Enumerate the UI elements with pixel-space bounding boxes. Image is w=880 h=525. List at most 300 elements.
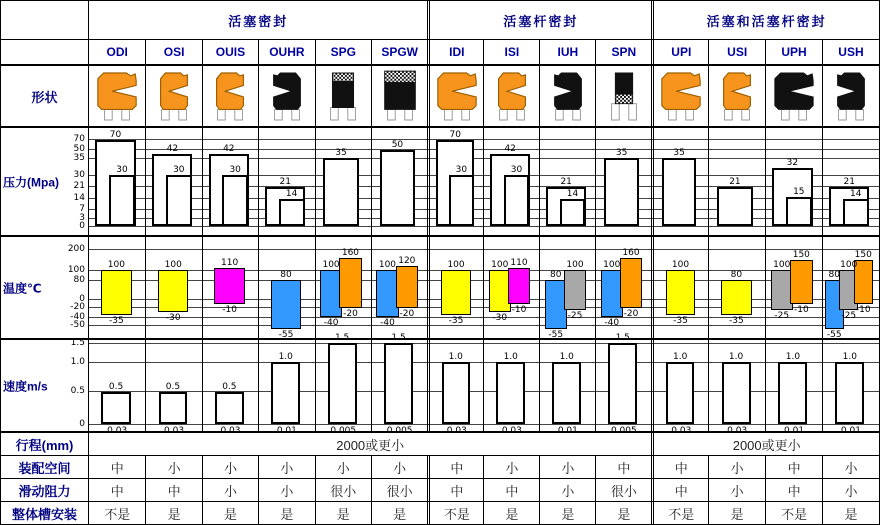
bar-value-label: -40 [323,318,339,329]
bar-value-label: 14 [285,188,298,199]
tick-label-100: 100 [67,264,85,275]
bar-value-label: 0.03 [446,426,467,437]
groove-cell-SPN: 是 [595,502,651,524]
bar-value-label: 1.0 [842,352,857,363]
column-header-UPI: UPI [651,40,708,64]
column-header-SPGW: SPGW [371,40,427,64]
shape-cell-SPN [595,66,651,126]
assembly-cell-OUIS: 小 [202,456,258,478]
bar-value-label: 0.5 [222,381,237,392]
seal-profile-icon [828,69,874,123]
sliding-cell-SPGW: 很小 [371,479,427,501]
pressure-bar [380,150,415,227]
tick-label-30: 30 [73,169,85,180]
bar-value-label: -10 [222,304,237,315]
seal-profile-icon [151,69,197,123]
shape-row [1,64,879,126]
speed-bar [778,362,807,424]
group-header-piston-and-rod-seal [651,1,879,39]
speed-bar [666,362,694,424]
pressure-bar [717,187,753,226]
assembly-cell-IUH: 小 [539,456,595,478]
bar-value-label: 30 [173,165,185,176]
speed-bar [496,362,525,424]
bar-value-label: 1.5 [334,333,350,344]
tick-label-35: 35 [73,152,85,163]
temperature-cell-IUH [539,237,595,338]
bar-value-label: 0.03 [501,426,522,437]
groove-cell-OUHR: 是 [258,502,314,524]
assembly-cell-UPH: 中 [765,456,822,478]
shape-cell-USI [708,66,765,126]
speed-bar [328,343,357,424]
temperature-cell-SPG [315,237,371,338]
seal-profile-icon [320,69,366,123]
pressure-bar [843,199,869,226]
pressure-cell-ISI [483,128,539,235]
shape-cell-UPH [765,66,822,126]
pressure-cell-OUIS [202,128,258,235]
sliding-resistance-row [1,478,879,501]
sliding-cell-IDI: 中 [427,479,483,501]
assembly-cell-IDI: 中 [427,456,483,478]
seal-profile-icon [601,69,647,123]
bar-value-label: 1.0 [448,352,463,363]
tick-label-3: 3 [79,212,85,223]
bar-value-label: 21 [729,176,741,187]
temperature-range-bar [721,280,752,315]
column-header-OUHR: OUHR [258,40,314,64]
column-names-row [1,39,879,64]
sliding-cell-UPI: 中 [651,479,708,501]
bar-value-label: -40 [604,318,620,329]
bar-value-label: 0.03 [727,426,748,437]
pressure-bar [449,175,474,226]
bar-value-label: 70 [109,129,122,140]
group-header-rod-seal [427,1,651,39]
bar-value-label: 42 [504,144,516,155]
sliding-cell-OUIS: 小 [202,479,258,501]
shape-cell-ISI [483,66,539,126]
stroke-row-header [1,433,89,455]
shape-cell-ODI [89,66,145,126]
temperature-cell-SPGW [371,237,427,338]
seal-profile-icon [545,69,591,123]
speed-bar [442,362,470,424]
sliding-cell-USH: 小 [822,479,879,501]
groove-cell-IUH: 是 [539,502,595,524]
bar-value-label: 100 [671,260,690,271]
chart-area-pressure [89,128,879,235]
speed-cell-SPN [595,333,651,437]
bar-value-label: -20 [399,308,415,319]
groove-cell-UPH: 不是 [765,502,822,524]
corner-cell-2 [1,40,89,64]
integral-groove-row [1,501,879,524]
temperature-cell-UPI [651,237,708,338]
column-header-OUIS: OUIS [202,40,258,64]
column-header-OSI: OSI [145,40,201,64]
speed-bar [271,362,300,424]
pressure-bar [662,158,696,226]
tick-label-50: 50 [73,144,85,155]
bar-value-label: 120 [398,256,416,267]
speed-bar [835,362,864,424]
column-header-UPH: UPH [765,40,822,64]
groove-cell-SPGW: 是 [371,502,427,524]
tick-label-0.5: 0.5 [70,386,85,397]
bar-value-label: -35 [728,315,744,326]
bar-value-label: 150 [854,250,872,261]
bar-value-label: -55 [548,329,564,340]
shape-cell-OUHR [258,66,314,126]
groove-cell-OSI: 是 [145,502,201,524]
temperature-axis [1,237,89,338]
speed-bar [722,362,751,424]
bar-value-label: -55 [826,329,842,340]
speed-bar [159,392,188,424]
assembly-row-label: 装配空间 [18,460,71,476]
bar-value-label: 30 [116,165,128,176]
temperature-range-bar [508,268,530,303]
temperature-cell-UPH [765,237,822,338]
bar-value-label: 100 [322,260,340,271]
shape-cell-OSI [145,66,201,126]
assembly-cell-SPG: 小 [315,456,371,478]
corner-cell [1,1,89,39]
speed-cell-IUH [539,340,595,437]
temperature-cell-OUIS [202,237,258,338]
pressure-cell-SPGW [371,128,427,235]
bar-value-label: 100 [378,260,397,271]
tick-label-200: 200 [67,244,85,255]
stroke-row-label: 行程(mm) [15,437,74,453]
shape-cell-USH [822,66,879,126]
temperature-cell-SPN [595,237,651,338]
shape-cell-SPGW [371,66,427,126]
seal-profile-icon [771,69,817,123]
shape-cell-UPI [651,66,708,126]
column-header-IDI: IDI [427,40,483,64]
bar-value-label: 0.5 [108,381,124,392]
group-header-piston-seal [89,1,427,39]
speed-cell-SPG [315,333,371,437]
speed-cell-USI [708,340,765,437]
speed-bar [101,392,130,424]
assembly-cell-SPN: 中 [595,456,651,478]
speed-cell-OUIS [202,340,258,437]
temperature-range-bar [441,270,470,315]
sliding-cell-UPH: 中 [765,479,822,501]
pressure-cell-ODI [89,128,145,235]
bar-value-label: 35 [673,148,685,159]
tick-label-0: 0 [79,220,85,231]
stroke-value-right: 2000或更小 [651,433,879,455]
bar-value-label: 0.01 [784,426,805,437]
groove-cell-SPG: 是 [315,502,371,524]
speed-bar [215,392,244,424]
bar-value-label: -10 [855,304,871,315]
group-header-row [1,1,879,39]
bar-value-label: 1.5 [615,333,630,344]
temperature-cell-OSI [145,237,201,338]
bar-value-label: 0.01 [840,426,861,437]
bar-value-label: -30 [492,313,508,324]
pressure-cell-OUHR [258,128,314,235]
assembly-cell-OUHR: 小 [258,456,314,478]
bar-value-label: 0.005 [386,426,413,437]
speed-cell-ISI [483,340,539,437]
bar-value-label: -10 [511,304,527,315]
bar-value-label: -30 [165,313,181,324]
sliding-cell-USI: 小 [708,479,765,501]
seal-profile-icon [714,69,760,123]
tick-label-7: 7 [79,203,85,214]
pressure-row-label: 压力(Mpa) [3,175,59,189]
speed-cell-OUHR [258,340,314,437]
column-header-IUH: IUH [539,40,595,64]
assembly-cell-ISI: 小 [483,456,539,478]
shape-cell-IUH [539,66,595,126]
speed-bar [384,343,413,424]
assembly-row-header [1,456,89,478]
sliding-cell-SPG: 很小 [315,479,371,501]
tick-label-0: 0 [79,418,85,429]
group-label: 活塞和活塞杆密封 [706,13,827,29]
bar-value-label: -35 [448,315,464,326]
pressure-bar [109,175,136,226]
column-header-USH: USH [822,40,879,64]
bar-value-label: 0.005 [610,426,637,437]
temperature-row-label: 温度℃ [3,281,42,295]
sliding-cell-OSI: 中 [145,479,201,501]
chart-area-temperature [89,237,879,338]
bar-value-label: -35 [108,315,124,326]
groove-cell-ODI: 不是 [104,506,131,522]
groove-row-label: 整体槽安装 [11,506,77,522]
groove-cell-USI: 是 [708,502,765,524]
groove-cell-OUIS: 是 [202,502,258,524]
bar-value-label: -25 [841,311,857,322]
bar-value-label: 80 [550,270,562,281]
bar-value-label: 110 [221,258,239,269]
speed-cell-IDI [427,340,483,437]
bar-value-label: 30 [455,165,468,176]
sliding-cell-OUHR: 小 [258,479,314,501]
sliding-row-header [1,479,89,501]
speed-cell-UPH [765,340,822,437]
tick-label--50: -50 [70,319,85,330]
assembly-cell-UPI: 中 [651,456,708,478]
bar-value-label: 0.03 [107,426,128,437]
pressure-bar [604,158,639,226]
bar-value-label: 80 [730,270,743,281]
temperature-cell-ODI [89,237,145,338]
bar-value-label: -25 [774,311,790,322]
bar-value-label: 0.03 [164,426,185,437]
temperature-range-bar [101,270,132,315]
bar-value-label: 21 [279,176,291,187]
groove-cell-IDI: 不是 [427,502,483,524]
seal-profile-icon [94,69,140,123]
sliding-cell-SPN: 很小 [595,479,651,501]
temperature-range-bar [666,270,696,315]
seal-profile-icon [434,69,480,123]
temperature-cell-ISI [483,237,539,338]
temperature-range-bar [214,268,244,303]
shape-row-label: 形状 [31,89,58,105]
speed-bar [608,343,637,424]
pressure-bar [279,199,305,226]
bar-value-label: 1.0 [728,352,744,363]
temperature-range-bar [158,270,188,312]
bar-value-label: 100 [773,260,791,271]
bar-value-label: -25 [567,311,583,322]
stroke-value-left: 2000或更小 [336,437,405,453]
bar-value-label: 1.0 [503,352,518,363]
bar-value-label: 35 [335,148,347,159]
bar-value-label: 30 [510,165,523,176]
speed-axis [1,337,89,431]
bar-value-label: 0.01 [557,426,578,437]
bar-value-label: 35 [615,148,628,159]
bar-value-label: 100 [447,260,465,271]
bar-value-label: 1.0 [278,352,293,363]
bar-value-label: 30 [229,165,241,176]
bar-value-label: 42 [166,144,179,155]
pressure-cell-OSI [145,128,201,235]
tick-label-14: 14 [73,193,85,204]
bar-value-label: -20 [343,308,358,319]
speed-cell-ODI [89,340,145,437]
bar-value-label: -35 [673,315,688,326]
assembly-cell-USH: 小 [822,456,879,478]
group-label: 活塞密封 [228,13,289,29]
sliding-cell-IUH: 小 [539,479,595,501]
tick-label-0: 0 [79,294,85,305]
bar-value-label: 0.03 [220,426,241,437]
bar-value-label: 15 [793,187,805,198]
column-header-SPG: SPG [315,40,371,64]
bar-value-label: 50 [391,139,404,150]
group-label: 活塞杆密封 [503,13,579,29]
pressure-cell-IUH [539,128,595,235]
bar-value-label: 21 [560,176,572,187]
pressure-bar [323,158,358,226]
sliding-row-label: 滑动阻力 [18,483,71,499]
bar-value-label: 0.03 [671,426,692,437]
bar-value-label: 1.5 [391,333,406,344]
temperature-cell-USI [708,237,765,338]
tick-label--40: -40 [70,311,85,322]
bar-value-label: 42 [223,144,235,155]
bar-value-label: 80 [280,270,292,281]
speed-cell-USH [822,340,879,437]
assembly-cell-OSI: 小 [145,456,201,478]
shape-cell-IDI [427,66,483,126]
tick-label--20: -20 [70,302,85,313]
pressure-row [1,126,879,235]
column-header-USI: USI [708,40,765,64]
groove-cell-UPI: 不是 [651,502,708,524]
sliding-cell-ISI: 中 [483,479,539,501]
bar-value-label: 32 [786,158,799,169]
bar-value-label: 100 [491,260,509,271]
temperature-range-bar [396,266,418,307]
bar-value-label: 1.0 [673,352,688,363]
bar-value-label: -20 [623,308,639,319]
seal-profile-icon [658,69,704,123]
speed-cell-SPGW [371,333,427,437]
tick-label-80: 80 [73,274,85,285]
pressure-cell-SPN [595,128,651,235]
pressure-bar [166,175,192,226]
bar-value-label: -55 [278,329,294,340]
groove-row-header [1,502,89,524]
pressure-cell-UPH [765,128,822,235]
assembly-cell-USI: 小 [708,456,765,478]
seal-profile-icon [264,69,310,123]
pressure-cell-USH [822,128,879,235]
column-header-ODI: ODI [106,45,128,59]
bar-value-label: 70 [449,129,461,140]
bar-value-label: 100 [840,260,858,271]
bar-value-label: 0.5 [165,381,181,392]
bar-value-label: -10 [793,304,809,315]
groove-cell-ISI: 是 [483,502,539,524]
assembly-space-row [1,455,879,478]
pressure-bar [222,175,248,226]
pressure-bar [786,197,812,226]
seal-profile-icon [377,69,423,123]
column-header-ISI: ISI [483,40,539,64]
groove-cell-USH: 是 [822,502,879,524]
tick-label-1.5: 1.5 [70,337,85,348]
bar-value-label: 1.0 [785,352,801,363]
speed-cell-UPI [651,340,708,437]
bar-value-label: 1.0 [559,352,574,363]
pressure-cell-IDI [427,128,483,235]
pressure-cell-USI [708,128,765,235]
speed-bar [552,362,581,424]
seal-profile-icon [489,69,535,123]
bar-value-label: 160 [622,247,640,258]
shape-row-header [1,66,89,126]
bar-value-label: 14 [566,188,579,199]
sliding-cell-ODI: 中 [110,483,124,499]
tick-label-21: 21 [73,181,85,192]
temperature-cell-USH [822,237,879,338]
shape-cell-SPG [315,66,371,126]
bar-value-label: 160 [341,247,360,258]
assembly-cell-ODI: 中 [110,460,124,476]
bar-value-label: 100 [107,260,125,271]
bar-value-label: 100 [164,260,182,271]
bar-value-label: 100 [566,260,584,271]
bar-value-label: 14 [849,188,862,199]
pressure-bar [504,175,530,226]
bar-value-label: 100 [603,260,621,271]
temperature-row [1,235,879,338]
bar-value-label: 150 [792,250,810,261]
bar-value-label: 0.005 [330,426,357,437]
bar-value-label: 0.01 [276,426,297,437]
pressure-cell-UPI [651,128,708,235]
speed-row-label: 速度m/s [3,379,48,393]
bar-value-label: 80 [828,270,840,281]
bar-value-label: 110 [510,258,528,269]
shape-cell-OUIS [202,66,258,126]
